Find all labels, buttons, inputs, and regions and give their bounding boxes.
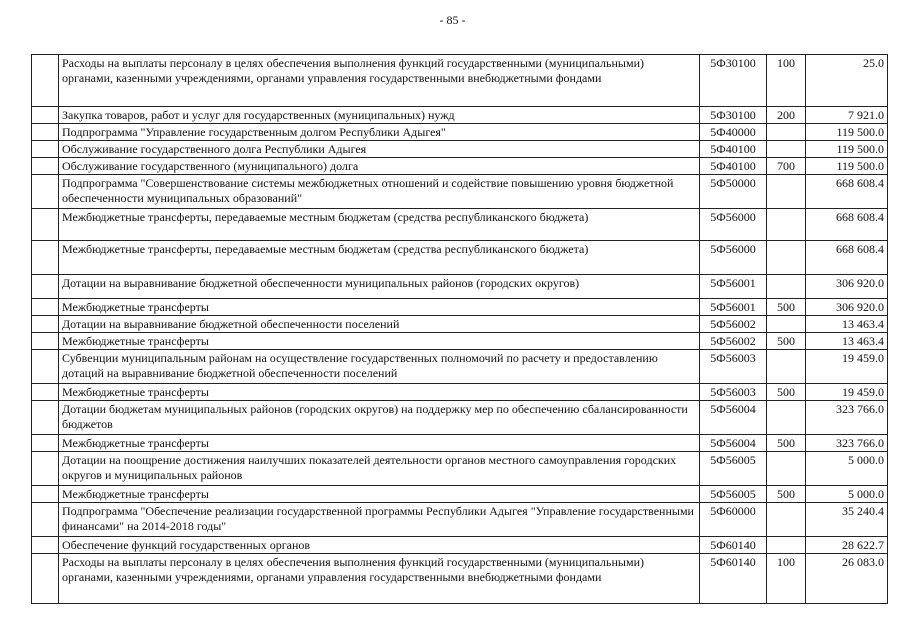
row-name: Межбюджетные трансферты bbox=[59, 486, 700, 503]
page-number: - 85 - bbox=[439, 13, 466, 27]
row-expense-type: 500 bbox=[767, 384, 806, 401]
row-expense-type bbox=[767, 316, 806, 333]
table-row bbox=[32, 333, 888, 350]
empty-cell bbox=[32, 209, 59, 241]
row-amount: 306 920.0 bbox=[806, 275, 888, 299]
row-name: Обеспечение функций государственных органов bbox=[59, 537, 700, 554]
table-row bbox=[32, 435, 888, 452]
row-expense-type: 500 bbox=[767, 486, 806, 503]
row-expense-type: 500 bbox=[767, 299, 806, 316]
empty-cell bbox=[32, 384, 59, 401]
table-row bbox=[32, 503, 888, 537]
row-code: 5Ф56005 bbox=[700, 486, 767, 503]
empty-cell bbox=[32, 333, 59, 350]
row-name: Межбюджетные трансферты bbox=[59, 299, 700, 316]
row-name: Дотации на поощрение достижения наилучших показателей деятельности органов местного самоуправления городских округов и муниципальных районов bbox=[59, 452, 700, 486]
table-row bbox=[32, 107, 888, 124]
row-expense-type: 500 bbox=[767, 435, 806, 452]
table-row bbox=[32, 452, 888, 486]
row-name: Расходы на выплаты персоналу в целях обеспечения выполнения функций государственными (муниципальными) органами, казенными учреждениями, органами управления государственными внебюджетными фондами bbox=[59, 55, 700, 107]
row-name: Межбюджетные трансферты bbox=[59, 333, 700, 350]
table-row bbox=[32, 401, 888, 435]
row-name: Субвенции муниципальным районам на осуществление государственных полномочий по расчету и предоставлению дотаций на выравнивание бюджетной обеспеченности поселений bbox=[59, 350, 700, 384]
table-row bbox=[32, 275, 888, 299]
row-amount: 119 500.0 bbox=[806, 158, 888, 175]
row-name: Обслуживание государственного (муниципального) долга bbox=[59, 158, 700, 175]
row-name: Закупка товаров, работ и услуг для государственных (муниципальных) нужд bbox=[59, 107, 700, 124]
empty-cell bbox=[32, 124, 59, 141]
row-amount: 119 500.0 bbox=[806, 124, 888, 141]
row-amount: 35 240.4 bbox=[806, 503, 888, 537]
row-name: Подпрограмма "Обеспечение реализации государственной программы Республики Адыгея "Управление государственными финансами" на 2014-2018 годы" bbox=[59, 503, 700, 537]
row-amount: 13 463.4 bbox=[806, 316, 888, 333]
table-row bbox=[32, 537, 888, 554]
row-expense-type bbox=[767, 241, 806, 275]
table-row bbox=[32, 175, 888, 209]
empty-cell bbox=[32, 503, 59, 537]
row-code: 5Ф56001 bbox=[700, 275, 767, 299]
row-code: 5Ф40100 bbox=[700, 141, 767, 158]
row-amount: 19 459.0 bbox=[806, 350, 888, 384]
row-code: 5Ф56003 bbox=[700, 350, 767, 384]
row-amount: 7 921.0 bbox=[806, 107, 888, 124]
row-name: Подпрограмма "Управление государственным долгом Республики Адыгея" bbox=[59, 124, 700, 141]
row-code: 5Ф50000 bbox=[700, 175, 767, 209]
empty-cell bbox=[32, 435, 59, 452]
row-expense-type: 100 bbox=[767, 554, 806, 604]
table-row bbox=[32, 299, 888, 316]
row-expense-type bbox=[767, 275, 806, 299]
budget-table bbox=[31, 54, 888, 604]
empty-cell bbox=[32, 275, 59, 299]
table-row bbox=[32, 209, 888, 241]
row-expense-type bbox=[767, 503, 806, 537]
row-name: Расходы на выплаты персоналу в целях обеспечения выполнения функций государственными (муниципальными) органами, казенными учреждениями, органами управления государственными внебюджетными фондами bbox=[59, 554, 700, 604]
row-amount: 323 766.0 bbox=[806, 435, 888, 452]
row-code: 5Ф56004 bbox=[700, 435, 767, 452]
table-row bbox=[32, 554, 888, 604]
row-amount: 119 500.0 bbox=[806, 141, 888, 158]
table-row bbox=[32, 141, 888, 158]
row-code: 5Ф56000 bbox=[700, 209, 767, 241]
table-row bbox=[32, 124, 888, 141]
row-expense-type bbox=[767, 350, 806, 384]
budget-table-body bbox=[32, 55, 888, 604]
table-row bbox=[32, 55, 888, 107]
row-expense-type: 700 bbox=[767, 158, 806, 175]
empty-cell bbox=[32, 554, 59, 604]
row-name: Обслуживание государственного долга Республики Адыгея bbox=[59, 141, 700, 158]
empty-cell bbox=[32, 107, 59, 124]
row-code: 5Ф56001 bbox=[700, 299, 767, 316]
row-code: 5Ф60140 bbox=[700, 554, 767, 604]
table-row bbox=[32, 384, 888, 401]
row-code: 5Ф56005 bbox=[700, 452, 767, 486]
row-expense-type bbox=[767, 401, 806, 435]
row-amount: 668 608.4 bbox=[806, 241, 888, 275]
row-amount: 19 459.0 bbox=[806, 384, 888, 401]
row-code: 5Ф56002 bbox=[700, 316, 767, 333]
row-amount: 25.0 bbox=[806, 55, 888, 107]
row-name: Межбюджетные трансферты bbox=[59, 384, 700, 401]
row-amount: 668 608.4 bbox=[806, 175, 888, 209]
empty-cell bbox=[32, 175, 59, 209]
empty-cell bbox=[32, 350, 59, 384]
row-code: 5Ф30100 bbox=[700, 107, 767, 124]
row-expense-type bbox=[767, 452, 806, 486]
table-row bbox=[32, 486, 888, 503]
row-amount: 5 000.0 bbox=[806, 486, 888, 503]
row-expense-type bbox=[767, 141, 806, 158]
empty-cell bbox=[32, 316, 59, 333]
empty-cell bbox=[32, 537, 59, 554]
row-code: 5Ф40100 bbox=[700, 158, 767, 175]
row-code: 5Ф56004 bbox=[700, 401, 767, 435]
row-code: 5Ф60000 bbox=[700, 503, 767, 537]
empty-cell bbox=[32, 486, 59, 503]
row-code: 5Ф40000 bbox=[700, 124, 767, 141]
row-code: 5Ф30100 bbox=[700, 55, 767, 107]
row-expense-type bbox=[767, 537, 806, 554]
empty-cell bbox=[32, 401, 59, 435]
row-expense-type: 200 bbox=[767, 107, 806, 124]
table-row bbox=[32, 316, 888, 333]
empty-cell bbox=[32, 452, 59, 486]
empty-cell bbox=[32, 241, 59, 275]
row-amount: 306 920.0 bbox=[806, 299, 888, 316]
row-code: 5Ф60140 bbox=[700, 537, 767, 554]
row-name: Межбюджетные трансферты, передаваемые местным бюджетам (средства республиканского бюджета) bbox=[59, 209, 700, 241]
row-amount: 28 622.7 bbox=[806, 537, 888, 554]
row-amount: 668 608.4 bbox=[806, 209, 888, 241]
row-amount: 26 083.0 bbox=[806, 554, 888, 604]
row-name: Дотации на выравнивание бюджетной обеспеченности муниципальных районов (городских округов) bbox=[59, 275, 700, 299]
row-expense-type: 500 bbox=[767, 333, 806, 350]
row-code: 5Ф56003 bbox=[700, 384, 767, 401]
row-expense-type bbox=[767, 175, 806, 209]
row-amount: 13 463.4 bbox=[806, 333, 888, 350]
row-code: 5Ф56000 bbox=[700, 241, 767, 275]
row-name: Межбюджетные трансферты, передаваемые местным бюджетам (средства республиканского бюджета) bbox=[59, 241, 700, 275]
row-expense-type: 100 bbox=[767, 55, 806, 107]
empty-cell bbox=[32, 55, 59, 107]
empty-cell bbox=[32, 141, 59, 158]
row-name: Подпрограмма "Совершенствование системы межбюджетных отношений и содействие повышению уровня бюджетной обеспеченности муниципальных образований" bbox=[59, 175, 700, 209]
row-name: Межбюджетные трансферты bbox=[59, 435, 700, 452]
empty-cell bbox=[32, 158, 59, 175]
row-name: Дотации на выравнивание бюджетной обеспеченности поселений bbox=[59, 316, 700, 333]
row-expense-type bbox=[767, 124, 806, 141]
row-expense-type bbox=[767, 209, 806, 241]
table-row bbox=[32, 350, 888, 384]
row-amount: 323 766.0 bbox=[806, 401, 888, 435]
row-name: Дотации бюджетам муниципальных районов (городских округов) на поддержку мер по обеспечению сбалансированности бюджетов bbox=[59, 401, 700, 435]
empty-cell bbox=[32, 299, 59, 316]
table-row bbox=[32, 158, 888, 175]
table-row bbox=[32, 241, 888, 275]
row-code: 5Ф56002 bbox=[700, 333, 767, 350]
row-amount: 5 000.0 bbox=[806, 452, 888, 486]
